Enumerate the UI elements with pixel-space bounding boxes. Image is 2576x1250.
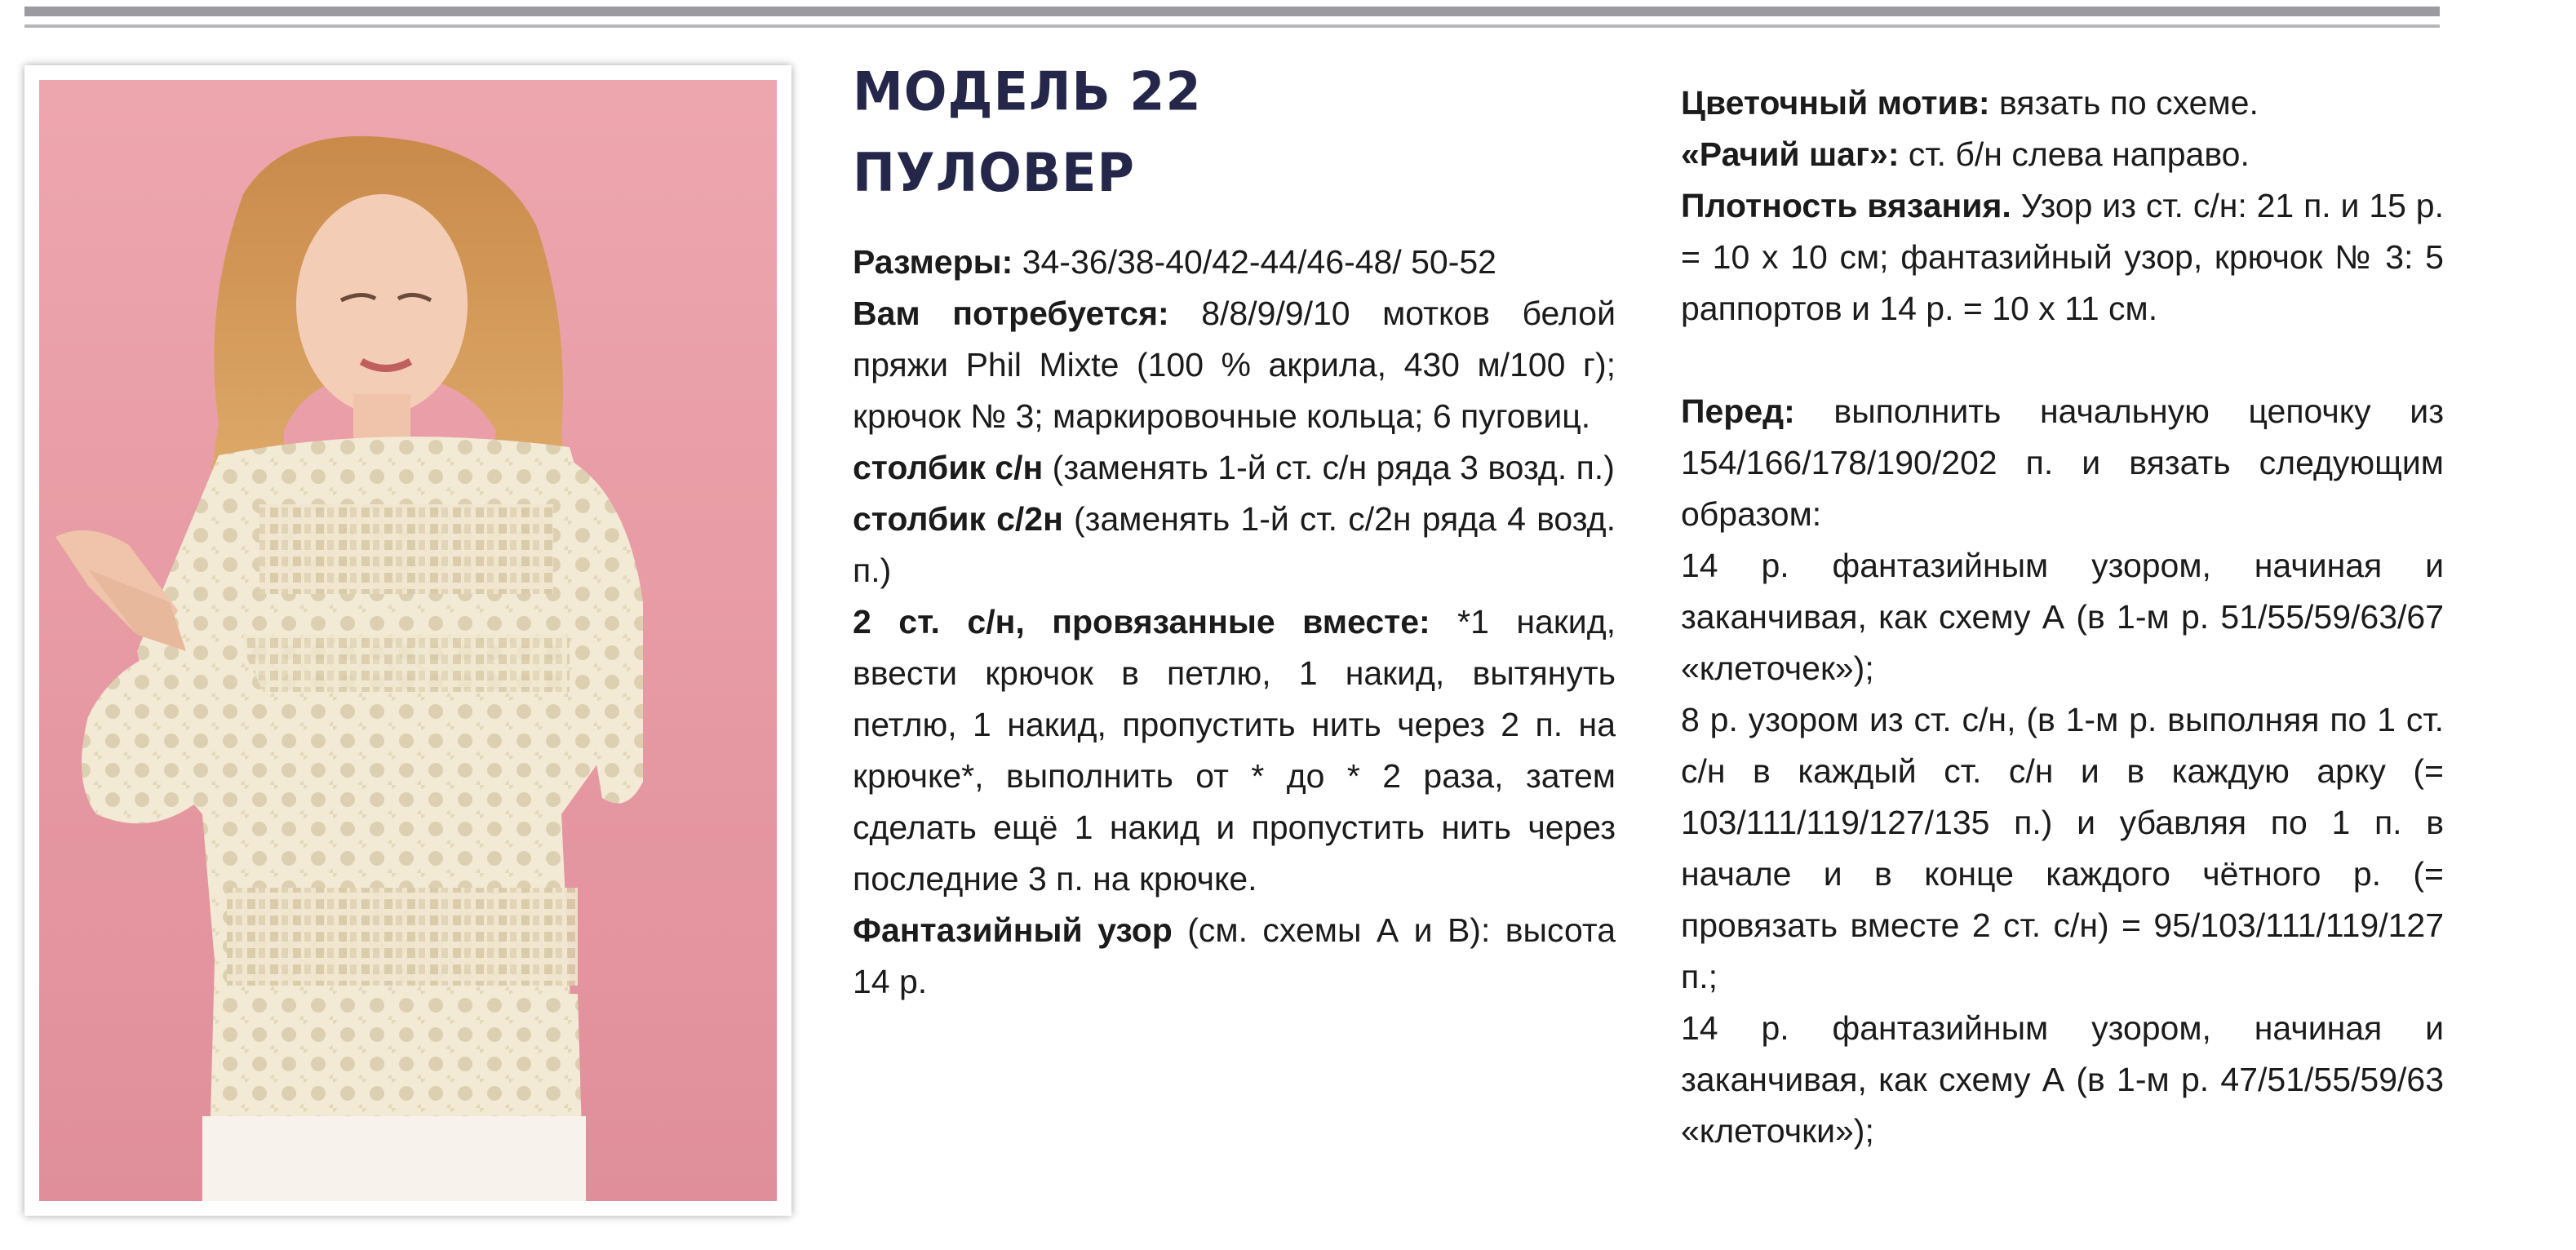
gauge-paragraph xyxy=(1681,180,2444,335)
top-rule-thin xyxy=(24,24,2440,28)
instructions-column-2 xyxy=(1681,78,2444,1157)
sizes-text: 34-36/38-40/42-44/46-48/ 50-52 xyxy=(1013,243,1496,281)
sizes-label: Размеры: xyxy=(853,243,1013,281)
flower-motif-text: вязать по схеме. xyxy=(1989,84,2259,122)
crab-stitch-text: ст. б/н слева направо. xyxy=(1899,135,2250,173)
single-crochet-text: (заменять 1-й ст. с/н ряда 3 возд. п.) xyxy=(1043,449,1615,486)
garment-name: ПУЛОВЕР xyxy=(853,141,1135,204)
crab-stitch-label: «Рачий шаг»: xyxy=(1681,135,1900,173)
front-label: Перед: xyxy=(1681,392,1795,430)
double-crochet-label: столбик с/2н xyxy=(853,500,1063,538)
double-crochet-paragraph xyxy=(853,494,1616,596)
single-crochet-label: столбик с/н xyxy=(853,449,1044,486)
paragraph-gap xyxy=(1681,335,2444,386)
instructions-column-1 xyxy=(853,237,1616,1008)
materials-text: 8/8/9/9/10 мотков белой пряжи Phil Mixte (100 % акрила, 430 м/100 г); крючок № 3; маркировочные кольца; 6 пуговиц. xyxy=(853,295,1616,435)
fancy-pattern-label: Фантазийный узор xyxy=(853,911,1173,949)
front-paragraph xyxy=(1681,386,2444,540)
front-step-2: 8 р. узором из ст. с/н, (в 1-м р. выполняя по 1 ст. с/н в каждый ст. с/н и в каждую арку (= 103/111/119/127/135 п.) и убавляя по 1 п. в начале и в конце каждого чётного р. (= провязать вместе 2 ст. с/н) = 95/103/111/119/127 п.; xyxy=(1681,701,2444,995)
fancy-pattern-text: (см. схемы А и В): высота 14 р. xyxy=(853,911,1616,1000)
materials-label: Вам потребуется: xyxy=(853,295,1169,332)
model-number: МОДЕЛЬ 22 xyxy=(853,60,1202,123)
model-photo xyxy=(39,80,777,1201)
single-crochet-paragraph xyxy=(853,442,1616,494)
front-step-1: 14 р. фантазийным узором, начиная и заканчивая, как схему А (в 1-м р. 51/55/59/63/67 «клеточек»); xyxy=(1681,547,2444,687)
fancy-pattern-paragraph xyxy=(853,905,1616,1008)
double-crochet-text: (заменять 1-й ст. с/2н ряда 4 возд. п.) xyxy=(853,500,1616,589)
front-text: выполнить начальную цепочку из 154/166/178/190/202 п. и вязать следующим образом: xyxy=(1681,392,2444,533)
flower-motif-label: Цветочный мотив: xyxy=(1681,84,1990,122)
decrease-label: 2 ст. с/н, провязанные вместе: xyxy=(853,603,1430,641)
top-rule-thick xyxy=(24,7,2440,16)
decrease-paragraph xyxy=(853,596,1616,905)
model-photo-frame xyxy=(24,65,791,1216)
gauge-label: Плотность вязания. xyxy=(1681,187,2011,224)
front-step-3: 14 р. фантазийным узором, начиная и заканчивая, как схему А (в 1-м р. 47/51/55/59/63 «клеточки»); xyxy=(1681,1009,2444,1150)
decrease-text: *1 накид, ввести крючок в петлю, 1 накид, вытянуть петлю, 1 накид, пропустить нить через 2 п. на крючке*, выполнить от * до * 2 раза, затем сделать ещё 1 накид и пропустить нить через последние 3 п. на крючке. xyxy=(853,603,1616,898)
materials-paragraph xyxy=(853,288,1616,442)
sizes-paragraph xyxy=(853,237,1616,288)
gauge-text: Узор из ст. с/н: 21 п. и 15 р. = 10 х 10 см; фантазийный узор, крючок № 3: 5 раппортов и 14 р. = 10 х 11 см. xyxy=(1681,187,2444,327)
crab-stitch-paragraph xyxy=(1681,129,2444,180)
flower-motif-paragraph xyxy=(1681,78,2444,129)
model-title xyxy=(853,51,1202,214)
